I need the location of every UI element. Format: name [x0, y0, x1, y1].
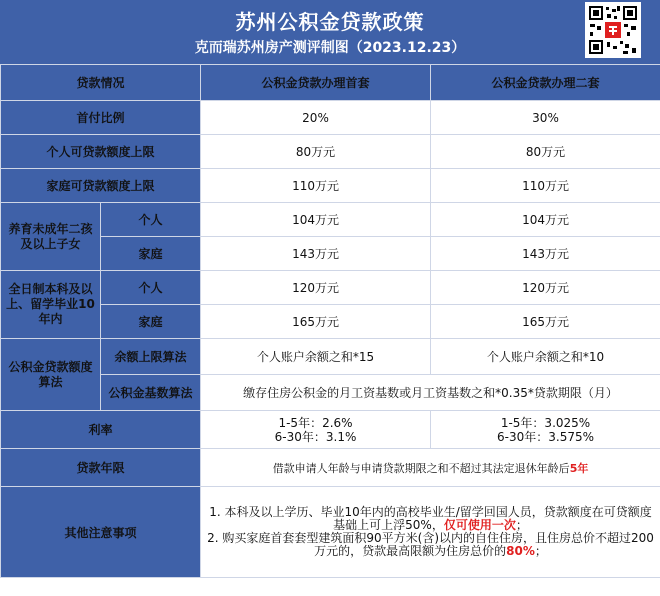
down-payment-second: 30%: [431, 101, 660, 135]
base-method-label: 公积金基数算法: [101, 375, 201, 411]
header-loan-situation: 贷款情况: [1, 65, 201, 101]
note-2-end: ；: [534, 544, 547, 558]
graduates-personal-label: 个人: [101, 271, 201, 305]
note-2-text: 2. 购买家庭首套套型建筑面积90平方米(含)以内的自住住房，且住房总价不超过200万元的，贷款最高限额为住房总价的: [207, 531, 654, 558]
children-personal-second: 104万元: [431, 203, 660, 237]
table-row: [1, 135, 660, 169]
table-row: [1, 339, 660, 375]
term-value: [201, 449, 660, 487]
family-limit-label: 家庭可贷款额度上限: [1, 169, 201, 203]
table-header-row: [1, 65, 660, 101]
note-1-end: ；: [515, 518, 528, 532]
term-highlight: 5年: [569, 461, 589, 475]
table-row: [1, 203, 660, 237]
notes-content: [201, 487, 660, 578]
note-2-highlight: 80%: [506, 544, 535, 558]
page-subtitle: 克而瑞苏州房产测评制图（2023.12.23）: [194, 40, 466, 56]
balance-method-label: 余额上限算法: [101, 339, 201, 375]
children-personal-first: 104万元: [201, 203, 431, 237]
children-family-second: 143万元: [431, 237, 660, 271]
note-1-highlight: 仅可使用一次: [443, 518, 516, 532]
personal-limit-label: 个人可贷款额度上限: [1, 135, 201, 169]
table-row: [1, 169, 660, 203]
rate-first: [201, 411, 431, 449]
family-limit-first: 110万元: [201, 169, 431, 203]
personal-limit-second: 80万元: [431, 135, 660, 169]
base-method-value: 缴存住房公积金的月工资基数或月工资基数之和*0.35*贷款期限（月）: [201, 375, 660, 411]
graduates-label: 全日制本科及以上、留学毕业10年内: [1, 271, 101, 339]
notes-label: 其他注意事项: [1, 487, 201, 578]
graduates-personal-first: 120万元: [201, 271, 431, 305]
personal-limit-first: 80万元: [201, 135, 431, 169]
balance-method-first: 个人账户余额之和*15: [201, 339, 431, 375]
rate-first-line2: 6-30年：3.1%: [274, 429, 357, 444]
note-1-text: 1. 本科及以上学历、毕业10年内的高校毕业生/留学回国人员，贷款额度在可贷额度基础上可上浮50%，: [209, 505, 652, 532]
rate-second-line1: 1-5年：3.025%: [500, 415, 591, 430]
term-label: 贷款年限: [1, 449, 201, 487]
children-label: 养育未成年二孩及以上子女: [1, 203, 101, 271]
rate-label: 利率: [1, 411, 201, 449]
header-second-home: 公积金贷款办理二套: [431, 65, 660, 101]
table-row: [1, 101, 660, 135]
rate-second-line2: 6-30年：3.575%: [497, 429, 595, 444]
family-limit-second: 110万元: [431, 169, 660, 203]
graduates-personal-second: 120万元: [431, 271, 660, 305]
table-row: [1, 487, 660, 578]
balance-method-second: 个人账户余额之和*10: [431, 339, 660, 375]
down-payment-label: 首付比例: [1, 101, 201, 135]
term-text: 借款申请人年龄与申请贷款期限之和不超过其法定退休年龄后: [272, 461, 570, 475]
children-family-label: 家庭: [101, 237, 201, 271]
table-row: [1, 271, 660, 305]
calc-label: 公积金贷款额度算法: [1, 339, 101, 411]
policy-table: [0, 64, 660, 578]
graduates-family-second: 165万元: [431, 305, 660, 339]
header-banner: [0, 0, 660, 64]
table-row: [1, 449, 660, 487]
qr-code-icon: [585, 2, 641, 58]
note-2: [205, 532, 656, 558]
children-family-first: 143万元: [201, 237, 431, 271]
graduates-family-label: 家庭: [101, 305, 201, 339]
rate-first-line1: 1-5年：2.6%: [278, 415, 353, 430]
down-payment-first: 20%: [201, 101, 431, 135]
children-personal-label: 个人: [101, 203, 201, 237]
table-row: [1, 411, 660, 449]
page-title: 苏州公积金贷款政策: [235, 10, 425, 34]
graduates-family-first: 165万元: [201, 305, 431, 339]
header-first-home: 公积金贷款办理首套: [201, 65, 431, 101]
note-1: [205, 506, 656, 532]
rate-second: [431, 411, 660, 449]
